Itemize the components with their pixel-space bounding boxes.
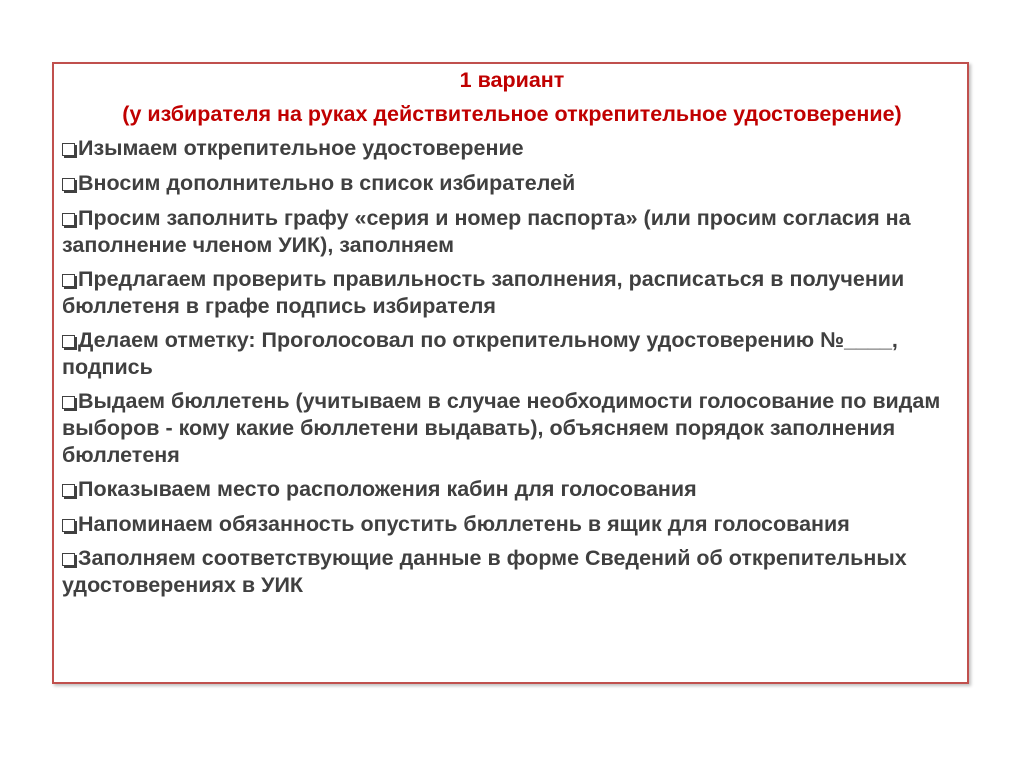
- variant-title: 1 вариант: [459, 68, 565, 92]
- list-item-text: Напоминаем обязанность опустить бюллетень в ящик для голосования: [78, 512, 850, 536]
- checkbox-square-icon: [62, 519, 75, 532]
- content-body: [62, 67, 962, 606]
- checkbox-square-icon: [62, 213, 75, 226]
- list-item: [62, 388, 962, 469]
- checkbox-square-icon: [62, 274, 75, 287]
- list-item-text: Изымаем открепительное удостоверение: [78, 136, 524, 160]
- list-item: [62, 511, 962, 538]
- list-item: [62, 476, 962, 503]
- list-item-text: Просим заполнить графу «серия и номер паспорта» (или просим согласия на заполнение членом УИК), заполняем: [62, 206, 911, 257]
- list-item-text: Делаем отметку: Проголосовал по открепительному удостоверению №____, подпись: [62, 328, 898, 379]
- content-frame: [52, 62, 969, 684]
- list-item: [62, 205, 962, 259]
- list-item-text: Предлагаем проверить правильность заполнения, расписаться в получении бюллетеня в графе подпись избирателя: [62, 267, 905, 318]
- checkbox-square-icon: [62, 396, 75, 409]
- list-item: [62, 170, 962, 197]
- list-item-text: Показываем место расположения кабин для голосования: [78, 477, 697, 501]
- checkbox-square-icon: [62, 553, 75, 566]
- checkbox-square-icon: [62, 178, 75, 191]
- list-item-text: Выдаем бюллетень (учитываем в случае необходимости голосование по видам выборов - кому какие бюллетени выдавать), объясняем порядок заполнения бюллетеня: [62, 389, 941, 467]
- checkbox-square-icon: [62, 143, 75, 156]
- steps-list: [62, 135, 962, 599]
- list-item-text: Заполняем соответствующие данные в форме Сведений об открепительных удостоверениях в УИК: [62, 546, 907, 597]
- list-item: [62, 135, 962, 162]
- list-item-text: Вносим дополнительно в список избирателей: [78, 171, 576, 195]
- list-item: [62, 266, 962, 320]
- checkbox-square-icon: [62, 335, 75, 348]
- list-item: [62, 545, 962, 599]
- checkbox-square-icon: [62, 484, 75, 497]
- variant-subtitle: (у избирателя на руках действительное открепительное удостоверение): [122, 102, 902, 126]
- list-item: [62, 327, 962, 381]
